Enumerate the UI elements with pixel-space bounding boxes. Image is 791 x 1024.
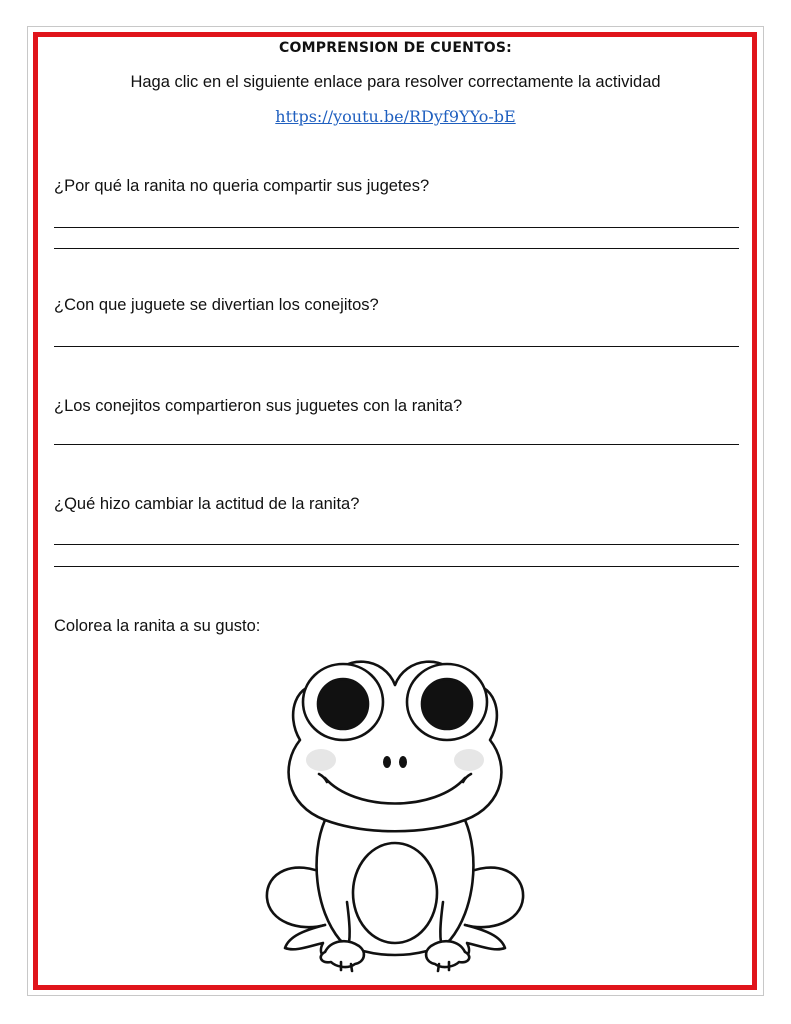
answer-line-2[interactable] <box>54 346 739 347</box>
worksheet-title: COMPRENSION DE CUENTOS: <box>279 40 512 56</box>
answer-line-4a[interactable] <box>54 544 739 545</box>
video-link[interactable]: https://youtu.be/RDyf9YYo-bE <box>275 107 516 126</box>
question-2: ¿Con que juguete se divertian los conejitos? <box>54 296 379 314</box>
answer-line-3[interactable] <box>54 444 739 445</box>
answer-line-1b[interactable] <box>54 248 739 249</box>
question-4: ¿Qué hizo cambiar la actitud de la ranita? <box>54 495 360 513</box>
frog-drawing-icon <box>255 640 535 975</box>
answer-line-1a[interactable] <box>54 227 739 228</box>
question-3: ¿Los conejitos compartieron sus juguetes con la ranita? <box>54 397 463 415</box>
answer-line-4b[interactable] <box>54 566 739 567</box>
instruction-text: Haga clic en el siguiente enlace para resolver correctamente la actividad <box>130 73 661 91</box>
question-1: ¿Por qué la ranita no queria compartir sus jugetes? <box>54 177 430 195</box>
coloring-instruction: Colorea la ranita a su gusto: <box>54 617 261 635</box>
